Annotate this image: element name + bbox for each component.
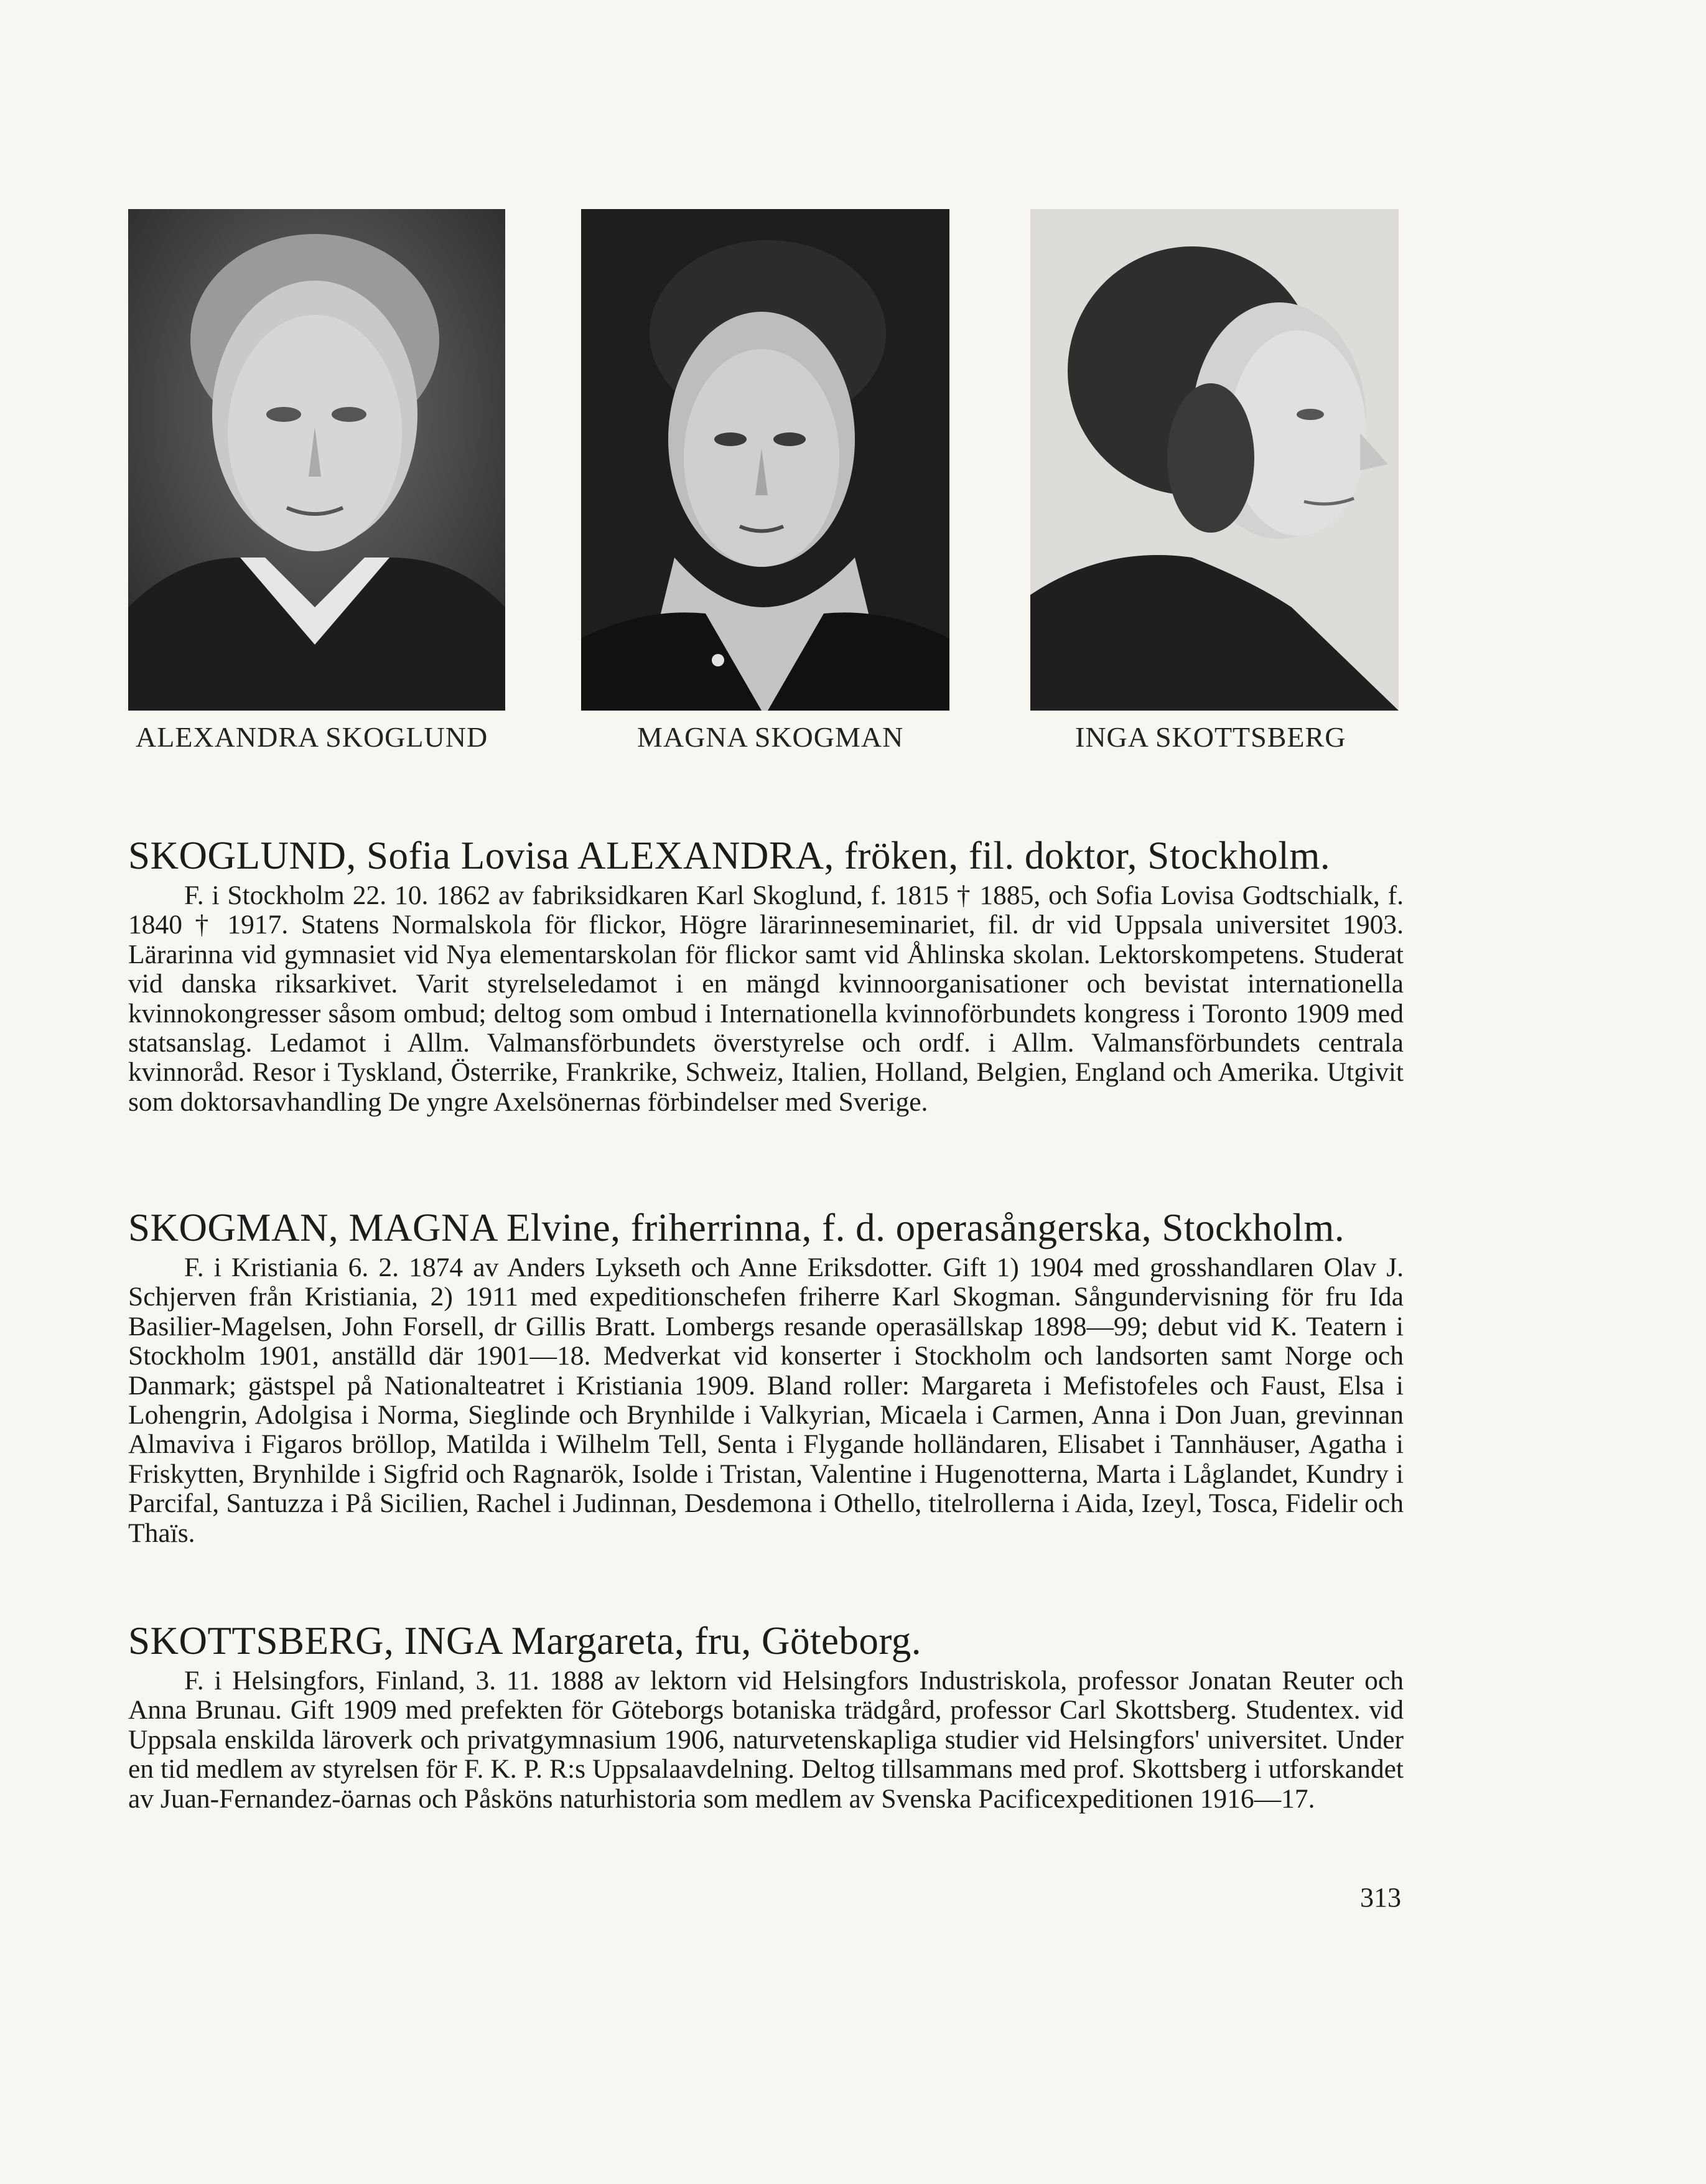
portrait-caption: INGA SKOTTSBERG (1075, 721, 1346, 753)
entry-heading: SKOGLUND, Sofia Lovisa ALEXANDRA, fröken, fil. doktor, Stockholm. (128, 834, 1331, 877)
entry-body: F. i Helsingfors, Finland, 3. 11. 1888 av lektorn vid Helsingfors Industriskola, professor Jonatan Reuter och Anna Brunau. Gift 1909 med prefekten för Göteborgs botaniska trädgård, professor Carl Skottsberg. Studentex. vid Uppsala enskilda läroverk och privatgymnasium 1906, naturvetenskapliga studier vid Helsingfors' universitet. Under en tid medlem av styrelsen för F. K. P. R:s Uppsalaavdelning. Deltog tillsammans med prof. Skottsberg i utforskandet av Juan-Fernandez-öarnas och Påsköns naturhistoria som medlem av Svenska Pacificexpeditionen 1916—17. (128, 1666, 1404, 1814)
entry-heading: SKOTTSBERG, INGA Margareta, fru, Göteborg. (128, 1619, 922, 1663)
biography-entry (128, 1619, 1404, 1814)
portrait-image (581, 209, 949, 711)
entry-body: F. i Stockholm 22. 10. 1862 av fabriksidkaren Karl Skoglund, f. 1815 † 1885, och Sofia Lovisa Godtschialk, f. 1840 † 1917. Statens Normalskola för flickor, Högre lärarinneseminariet, fil. dr vid Uppsala universitet 1903. Lärarinna vid gymnasiet vid Nya elementarskolan för flickor samt vid Åhlinska skolan. Lektorskompetens. Studerat vid danska riksarkivet. Varit styrelseledamot i en mängd kvinnoorganisationer och bevistat internationella kvinnokongresser såsom ombud; deltog som ombud i Internationella kvinnoförbundets kongress i Toronto 1909 med statsanslag. Ledamot i Allm. Valmansförbundets överstyrelse och ordf. i Allm. Valmansförbundets centrala kvinnoråd. Resor i Tyskland, Österrike, Frankrike, Schweiz, Italien, Holland, Belgien, England och Amerika. Utgivit som doktorsavhandling De yngre Axelsönernas förbindelser med Sverige. (128, 880, 1404, 1117)
portrait-photo-alexandra-skoglund (128, 209, 505, 711)
portrait-image (1030, 209, 1399, 711)
biography-entry (128, 834, 1404, 1117)
entry-heading: SKOGMAN, MAGNA Elvine, friherrinna, f. d. operasångerska, Stockholm. (128, 1206, 1345, 1249)
biography-entry (128, 1206, 1404, 1548)
portrait-caption: ALEXANDRA SKOGLUND (136, 721, 488, 753)
portrait-caption: MAGNA SKOGMAN (637, 721, 904, 753)
portrait-photo-magna-skogman (581, 209, 949, 711)
portrait-photo-inga-skottsberg (1030, 209, 1399, 711)
portrait-image (128, 209, 505, 711)
page-number: 313 (1360, 1882, 1401, 1913)
entry-body: F. i Kristiania 6. 2. 1874 av Anders Lykseth och Anne Eriksdotter. Gift 1) 1904 med grosshandlaren Olav J. Schjerven från Kristiania, 2) 1911 med expeditionschefen friherre Karl Skogman. Sångundervisning för fru Ida Basilier-Magelsen, John Forsell, dr Gillis Bratt. Lombergs resande operasällskap 1898—99; debut vid K. Teatern i Stockholm 1901, anställd där 1901—18. Medverkat vid konserter i Stockholm och landsorten samt Norge och Danmark; gästspel på Nationalteatret i Kristiania 1909. Bland roller: Margareta i Mefistofeles och Faust, Elsa i Lohengrin, Adolgisa i Norma, Sieglinde och Brynhilde i Valkyrian, Micaela i Carmen, Anna i Don Juan, grevinnan Almaviva i Figaros bröllop, Matilda i Wilhelm Tell, Senta i Flygande holländaren, Elisabet i Tannhäuser, Agatha i Friskytten, Brynhilde i Sigfrid och Ragnarök, Isolde i Tristan, Valentine i Hugenotterna, Marta i Låglandet, Kundry i Parcifal, Santuzza i På Sicilien, Rachel i Judinnan, Desdemona i Othello, titelrollerna i Aida, Izeyl, Tosca, Fidelir och Thaïs. (128, 1253, 1404, 1548)
